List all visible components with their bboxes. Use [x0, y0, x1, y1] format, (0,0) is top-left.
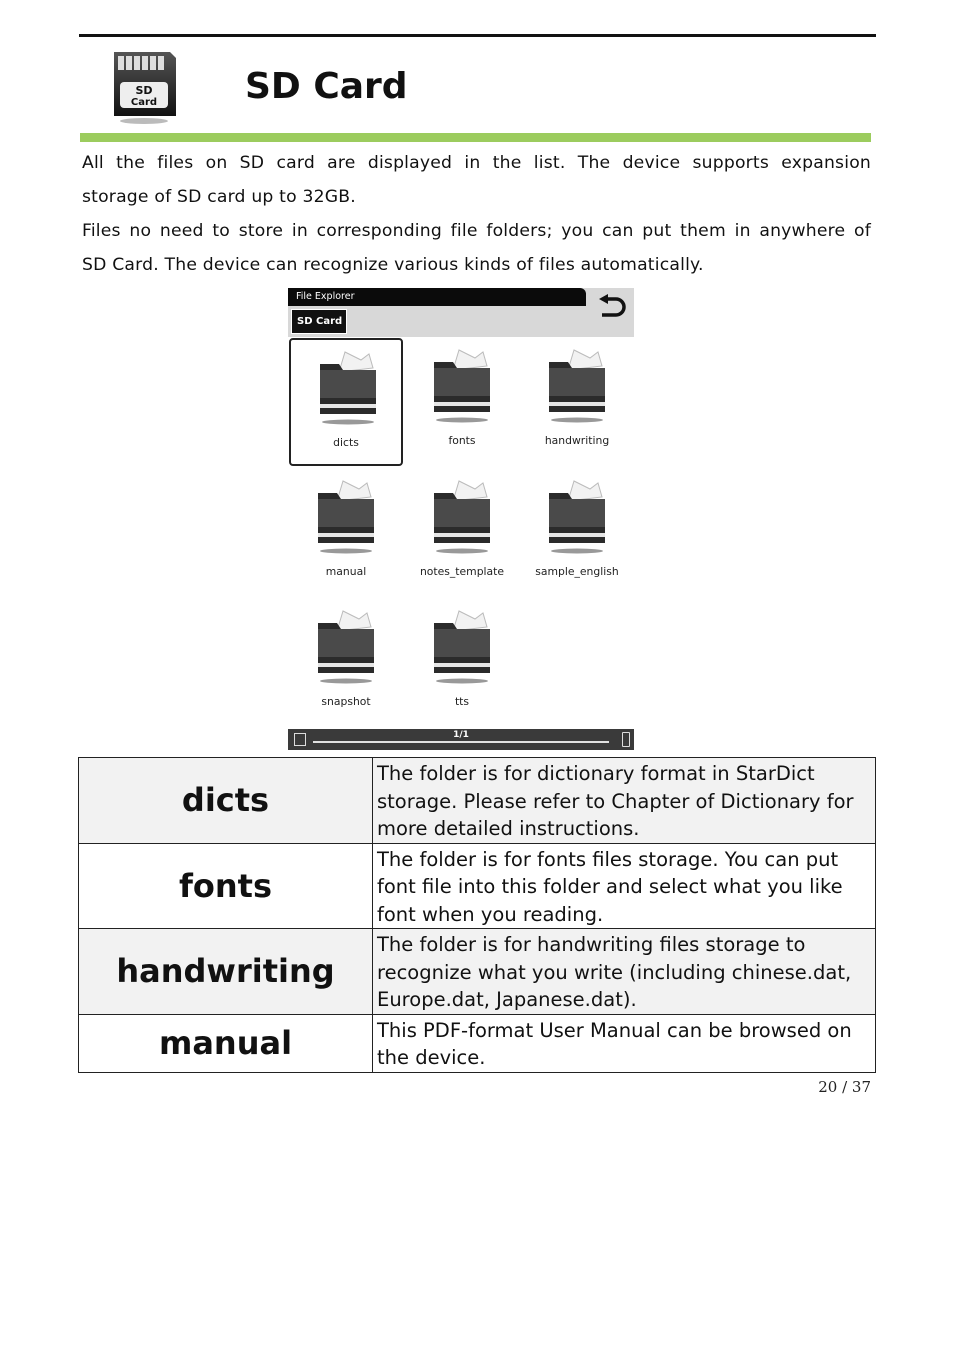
folder-name-cell: manual — [79, 1014, 373, 1072]
folder-icon — [431, 609, 493, 685]
folder-item-dicts[interactable] — [289, 338, 403, 466]
folder-item-manual[interactable] — [289, 469, 403, 597]
folder-item-fonts[interactable] — [405, 338, 519, 466]
folder-label: fonts — [448, 434, 476, 447]
folder-desc-cell: This PDF-format User Manual can be browsed on the device. — [373, 1014, 876, 1072]
back-arrow-icon[interactable] — [596, 294, 628, 322]
intro-p1-line2: storage of SD card up to 32GB. — [82, 186, 356, 207]
page-number: 20 / 37 — [818, 1078, 871, 1096]
folder-icon — [315, 479, 377, 555]
folder-icon — [546, 348, 608, 424]
folder-item-sample_english[interactable] — [520, 469, 634, 597]
pagination-bar — [288, 729, 634, 750]
page-progress-track — [313, 741, 609, 743]
folder-name-cell: handwriting — [79, 929, 373, 1015]
folder-icon — [431, 348, 493, 424]
sd-card-icon — [108, 50, 180, 126]
folder-item-notes_template[interactable] — [405, 469, 519, 597]
intro-p2-line2: SD Card. The device can recognize various kinds of files automatically. — [82, 254, 704, 275]
battery-icon — [622, 732, 630, 747]
sd-logo-text-top: SD — [135, 84, 153, 97]
title-underline-bar — [80, 133, 871, 142]
page-title: SD Card — [245, 66, 408, 107]
intro-p2-line1: Files no need to store in corresponding file folders; you can put them in anywhere of — [82, 221, 871, 241]
sd-logo-text-bottom: Card — [130, 97, 158, 108]
folder-desc-cell: The folder is for dictionary format in StarDict storage. Please refer to Chapter of Dictionary for more detailed instructions. — [373, 758, 876, 844]
folder-desc-cell: The folder is for handwriting files storage to recognize what you write (including chinese.dat, Europe.dat, Japanese.dat). — [373, 929, 876, 1015]
folder-icon — [431, 479, 493, 555]
folder-label: notes_template — [419, 565, 505, 578]
folder-label: manual — [325, 565, 367, 578]
folder-icon — [546, 479, 608, 555]
folder-label: dicts — [333, 436, 359, 449]
table-row — [79, 758, 876, 844]
top-rule — [79, 34, 876, 37]
folder-name-cell: dicts — [79, 758, 373, 844]
folder-item-handwriting[interactable] — [520, 338, 634, 466]
file-explorer-header — [288, 288, 634, 337]
folder-label: handwriting — [544, 434, 610, 447]
folder-description-table — [78, 757, 876, 1073]
folder-label: snapshot — [321, 695, 371, 708]
table-row — [79, 843, 876, 929]
intro-p1-line1: All the files on SD card are displayed in the list. The device supports expansion — [82, 153, 871, 173]
file-explorer-titlebar — [288, 288, 586, 306]
tab-sd-card-label: SD Card — [297, 316, 343, 327]
folder-icon — [315, 609, 377, 685]
intro-paragraph-2 — [82, 215, 871, 282]
folder-label: tts — [454, 695, 470, 708]
tab-sd-card[interactable] — [291, 309, 347, 334]
intro-paragraph-1 — [82, 147, 871, 214]
folder-item-tts[interactable] — [405, 599, 519, 727]
folder-name-cell: fonts — [79, 843, 373, 929]
folder-label: sample_english — [535, 565, 619, 578]
page-indicator: 1/1 — [453, 730, 469, 740]
table-row — [79, 929, 876, 1015]
folder-icon — [317, 350, 379, 426]
file-explorer-screenshot — [288, 288, 634, 750]
window-title: File Explorer — [296, 291, 355, 302]
folder-item-snapshot[interactable] — [289, 599, 403, 727]
table-row — [79, 1014, 876, 1072]
folder-desc-cell: The folder is for fonts files storage. You can put font file into this folder and select what you like font when you reading. — [373, 843, 876, 929]
